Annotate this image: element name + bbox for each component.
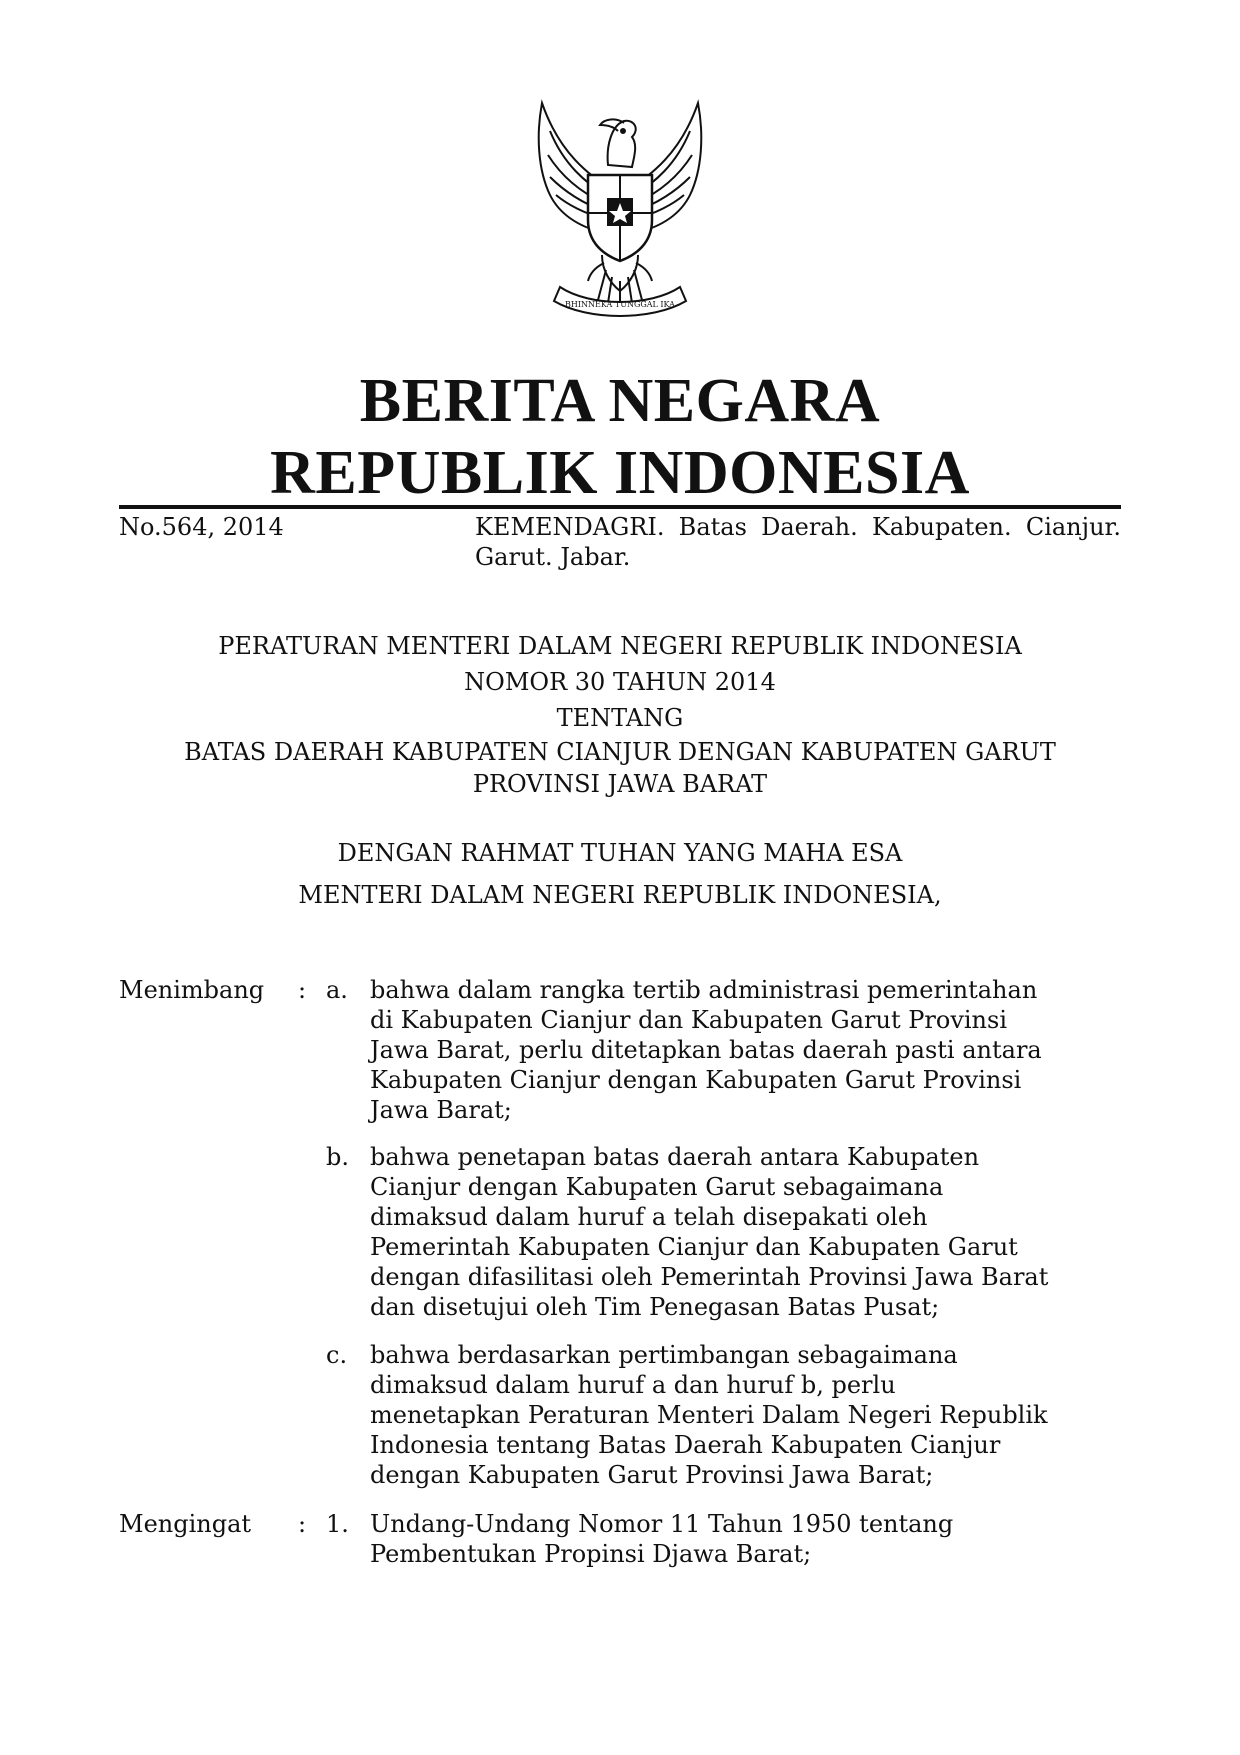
text-line: dengan difasilitasi oleh Pemerintah Provinsi Jawa Barat xyxy=(370,1263,1049,1291)
text-line: menetapkan Peraturan Menteri Dalam Negeri Republik xyxy=(370,1401,1048,1429)
list-marker: b. xyxy=(326,1143,349,1171)
menimbang-label: Menimbang xyxy=(119,976,265,1004)
masthead-subtitle: REPUBLIK INDONESIA xyxy=(270,439,970,507)
preamble xyxy=(0,832,1240,916)
list-item xyxy=(370,975,1121,1125)
mengingat-label: Mengingat xyxy=(119,1510,252,1538)
masthead-title: BERITA NEGARA xyxy=(359,367,881,435)
text-line: Undang-Undang Nomor 11 Tahun 1950 tentang xyxy=(370,1510,954,1538)
text-line: bahwa dalam rangka tertib administrasi pemerintahan xyxy=(370,976,1038,1004)
heading-line: NOMOR 30 TAHUN 2014 xyxy=(464,668,776,696)
text-line: dimaksud dalam huruf a dan huruf b, perlu xyxy=(370,1371,896,1399)
text-line: Kabupaten Cianjur dengan Kabupaten Garut Provinsi xyxy=(370,1066,1022,1094)
regulation-heading xyxy=(0,628,1240,800)
list-item xyxy=(370,1142,1121,1322)
text-line: bahwa penetapan batas daerah antara Kabupaten xyxy=(370,1143,980,1171)
text-line: Jawa Barat; xyxy=(370,1096,512,1124)
list-item xyxy=(370,1340,1121,1490)
text-line: bahwa berdasarkan pertimbangan sebagaimana xyxy=(370,1341,958,1369)
text-line: dimaksud dalam huruf a telah disepakati oleh xyxy=(370,1203,928,1231)
heading-line: TENTANG xyxy=(556,704,684,732)
masthead-rule xyxy=(119,505,1121,509)
list-marker: c. xyxy=(326,1341,348,1369)
publication-subject: KEMENDAGRI. Batas Daerah. Kabupaten. Cianjur. Garut. Jabar. xyxy=(475,513,1121,571)
text-line: Jawa Barat, perlu ditetapkan batas daerah pasti antara xyxy=(370,1036,1042,1064)
list-marker: a. xyxy=(326,976,348,1004)
mengingat-colon: : xyxy=(298,1510,307,1538)
text-line: di Kabupaten Cianjur dan Kabupaten Garut Provinsi xyxy=(370,1006,1007,1034)
text-line: Pemerintah Kabupaten Cianjur dan Kabupaten Garut xyxy=(370,1233,1018,1261)
list-item xyxy=(370,1509,1121,1569)
heading-line: PROVINSI JAWA BARAT xyxy=(472,770,768,798)
text-line: dengan Kabupaten Garut Provinsi Jawa Barat; xyxy=(370,1461,934,1489)
preamble-line: MENTERI DALAM NEGERI REPUBLIK INDONESIA, xyxy=(298,881,942,909)
text-line: Indonesia tentang Batas Daerah Kabupaten Cianjur xyxy=(370,1431,1001,1459)
heading-line: PERATURAN MENTERI DALAM NEGERI REPUBLIK INDONESIA xyxy=(218,632,1022,660)
garuda-emblem-icon xyxy=(520,95,720,320)
text-line: Pembentukan Propinsi Djawa Barat; xyxy=(370,1540,812,1568)
text-line: Cianjur dengan Kabupaten Garut sebagaimana xyxy=(370,1173,944,1201)
list-marker: 1. xyxy=(326,1510,349,1538)
text-line: dan disetujui oleh Tim Penegasan Batas Pusat; xyxy=(370,1293,940,1321)
menimbang-colon: : xyxy=(298,976,307,1004)
publication-number: No.564, 2014 xyxy=(119,513,284,541)
heading-line: BATAS DAERAH KABUPATEN CIANJUR DENGAN KABUPATEN GARUT xyxy=(184,738,1056,766)
svg-text:BHINNEKA TUNGGAL IKA: BHINNEKA TUNGGAL IKA xyxy=(565,300,675,309)
preamble-line: DENGAN RAHMAT TUHAN YANG MAHA ESA xyxy=(337,839,903,867)
